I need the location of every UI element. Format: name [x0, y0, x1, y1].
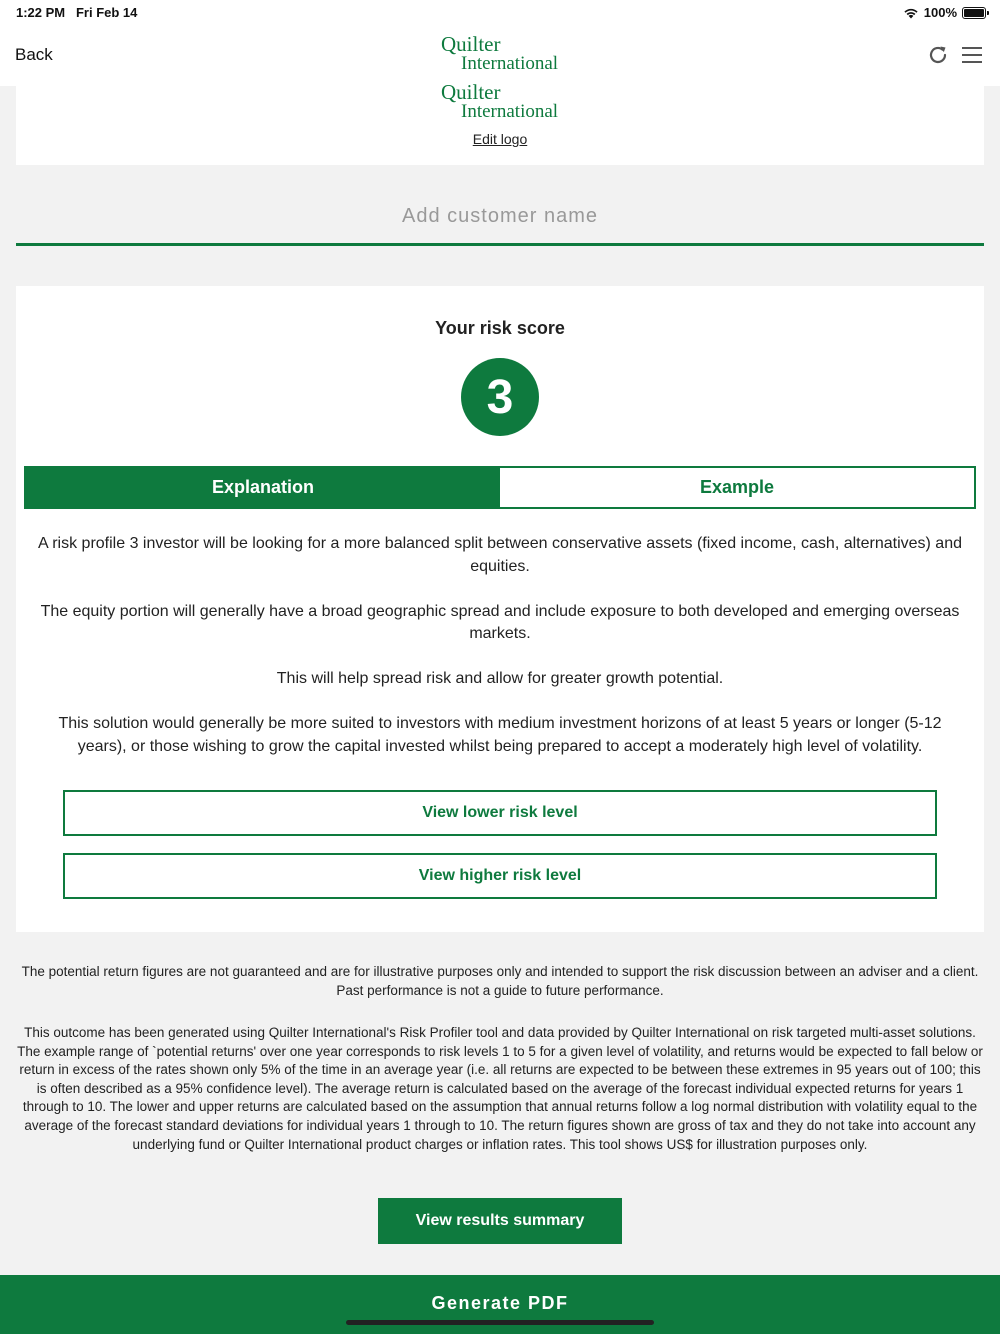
view-lower-risk-button[interactable]: View lower risk level: [63, 790, 937, 836]
disclaimer-methodology: This outcome has been generated using Quilter International's Risk Profiler tool and data provided by Quilter International on risk targeted multi-asset solutions. The example range of `potential returns' over one year corresponds to risk levels 1 to 5 for a given level of volatility, and returns would be expected to fall below or return in excess of the rates shown only 5% of the time in an average year (i.e. all returns are expected to be between these extremes in 95 years out of 100; this is often described as a 95% confidence level). The average return is calculated based on the average of the forecast individual expected returns for years 1 through to 10. The lower and upper returns are calculated based on the assumption that annual returns follow a log normal distribution with volatility equal to the average of the forecast standard deviations for individual years 1 through to 10. The return figures shown are gross of tax and they do not take into account any underlying fund or Quilter International product charges or inflation rates. This tool shows US$ for illustration purposes only.: [17, 1025, 983, 1152]
disclaimer-returns: The potential return figures are not guaranteed and are for illustrative purposes only and intended to support the risk discussion between an adviser and a client. Past performance is not a guide to future performance.: [21, 964, 979, 998]
explanation-paragraph: This solution would generally be more suited to investors with medium investment horizons of at least 5 years or longer (5-12 years), or those wishing to grow the capital invested whilst being prepared to accept a moderately high level of volatility.: [58, 715, 942, 755]
logo-text-line2: International: [461, 53, 559, 74]
view-results-summary-button[interactable]: View results summary: [378, 1198, 622, 1244]
card-logo-text-line1: Quilter: [441, 80, 501, 104]
view-higher-risk-button[interactable]: View higher risk level: [63, 853, 937, 899]
risk-score-badge: 3: [461, 358, 539, 436]
risk-tabs: [24, 466, 976, 509]
explanation-paragraph: This will help spread risk and allow for greater growth potential.: [276, 670, 724, 687]
hamburger-menu-icon[interactable]: [960, 44, 984, 66]
explanation-paragraph: A risk profile 3 investor will be looking for a more balanced split between conservative assets (fixed income, cash, alternatives) and equities.: [37, 535, 962, 575]
status-clock: 1:22 PM: [16, 5, 66, 20]
logo-card: [16, 80, 984, 165]
status-bar: [0, 0, 1000, 26]
tab-explanation[interactable]: Explanation: [26, 468, 500, 507]
generate-pdf-button[interactable]: Generate PDF: [0, 1275, 1000, 1334]
risk-score-title: Your risk score: [435, 318, 565, 338]
home-indicator: [346, 1320, 654, 1325]
battery-icon: [962, 7, 986, 19]
refresh-icon[interactable]: [926, 43, 950, 67]
wifi-icon: [903, 7, 919, 19]
status-time: [16, 5, 137, 20]
customer-logo: [441, 82, 571, 122]
card-logo-text-line2: International: [461, 101, 559, 122]
logo-text-line1: Quilter: [441, 32, 501, 56]
edit-logo-link[interactable]: Edit logo: [472, 131, 528, 147]
customer-name-input[interactable]: [16, 190, 984, 246]
risk-score-card: [16, 286, 984, 932]
status-date: Fri Feb 14: [75, 5, 138, 20]
nav-bar: [0, 26, 1000, 86]
status-right: [903, 5, 986, 20]
brand-logo: [441, 34, 561, 74]
explanation-paragraph: The equity portion will generally have a broad geographic spread and include exposure to both developed and emerging overseas markets.: [40, 602, 960, 642]
battery-percent: 100%: [923, 5, 957, 20]
explanation-text: [36, 533, 964, 781]
back-button[interactable]: Back: [15, 45, 53, 64]
tab-example[interactable]: Example: [500, 468, 974, 507]
